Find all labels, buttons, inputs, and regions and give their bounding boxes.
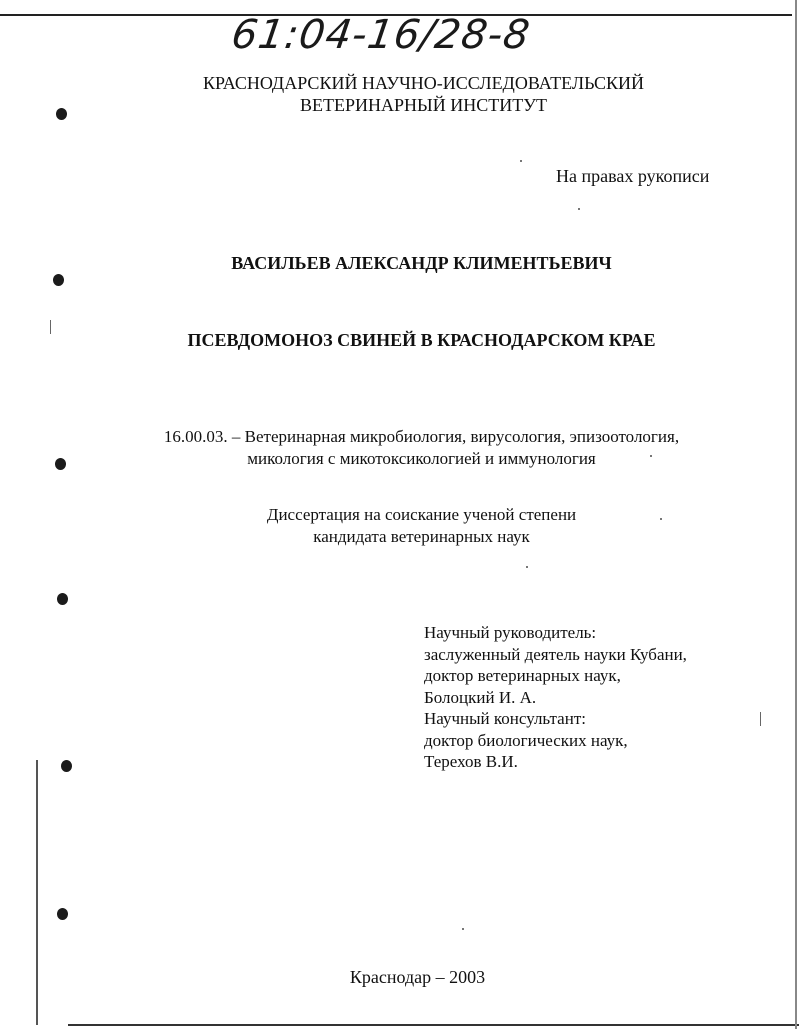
degree-line-2: кандидата ветеринарных наук [313, 527, 530, 546]
advisor-line: доктор ветеринарных наук, [424, 666, 621, 685]
city-year: Краснодар – 2003 [349, 967, 486, 987]
punch-hole [53, 274, 64, 286]
rights-note: На правах рукописи [556, 166, 710, 186]
scan-speck [462, 928, 464, 930]
punch-hole [55, 458, 66, 470]
advisor-line: Научный руководитель: [424, 623, 597, 642]
author-name: ВАСИЛЬЕВ АЛЕКСАНДР КЛИМЕНТЬЕВИЧ [231, 253, 612, 273]
advisor-line: Научный консультант: [424, 709, 586, 728]
specialty-code [22, 426, 799, 470]
scan-mark [760, 712, 761, 726]
scan-speck [520, 160, 522, 162]
dissertation-title: ПСЕВДОМОНОЗ СВИНЕЙ В КРАСНОДАРСКОМ КРАЕ [187, 330, 656, 350]
advisor-line: заслуженный деятель науки Кубани, [424, 644, 687, 664]
punch-hole [57, 908, 68, 920]
specialty-line-1: 16.00.03. – Ветеринарная микробиология, вирусология, эпизоотология, [163, 427, 680, 446]
handwritten-catalog-number: 61:04-16/28-8 [228, 12, 534, 58]
scan-speck [660, 518, 662, 520]
scan-speck [526, 566, 528, 568]
punch-hole [57, 593, 68, 605]
degree-statement [22, 504, 799, 548]
advisor-line: Болоцкий И. А. [424, 687, 537, 707]
scan-speck [650, 455, 652, 457]
advisors-block [424, 622, 687, 773]
advisor-line: Терехов В.И. [424, 752, 518, 771]
scan-mark [50, 320, 51, 334]
specialty-line-2: микология с микотоксикологией и иммунология [247, 449, 596, 468]
advisor-line: доктор биологических наук, [424, 730, 628, 750]
punch-hole [56, 108, 67, 120]
institute-line-1: КРАСНОДАРСКИЙ НАУЧНО-ИССЛЕДОВАТЕЛЬСКИЙ [203, 73, 644, 93]
degree-line-1: Диссертация на соискание ученой степени [266, 505, 577, 524]
institute-line-2: ВЕТЕРИНАРНЫЙ ИНСТИТУТ [300, 95, 547, 115]
scan-speck [578, 208, 580, 210]
institute-name [24, 72, 799, 116]
punch-hole [61, 760, 72, 772]
scan-frame-bottom [68, 1024, 799, 1026]
